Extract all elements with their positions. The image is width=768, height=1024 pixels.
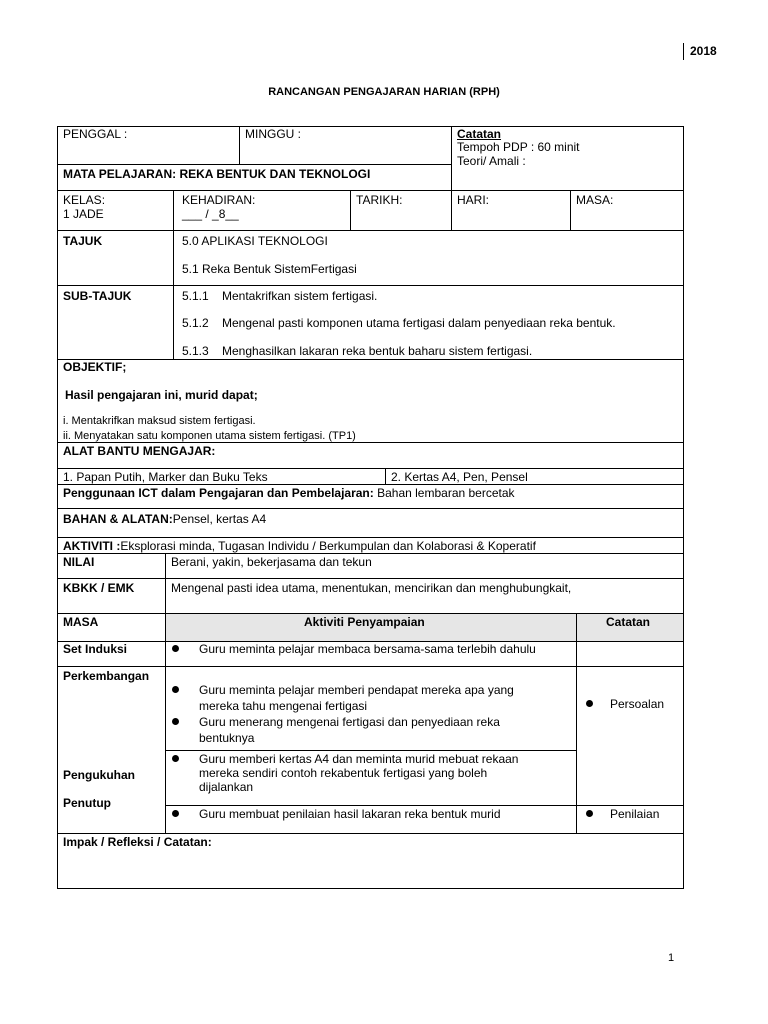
activity-item-cont: mereka sendiri contoh rekabentuk fertigasi yang boleh <box>199 766 488 780</box>
activity-item: Guru meminta pelajar memberi pendapat mereka apa yang <box>199 683 514 697</box>
rule <box>350 190 351 230</box>
objektif-item: ii. Menyatakan satu komponen utama sistem fertigasi. (TP1) <box>63 430 356 442</box>
rule <box>57 359 684 360</box>
year-label: 2018 <box>690 44 717 58</box>
impak-label: Impak / Refleksi / Catatan: <box>63 835 212 849</box>
ict-label: Penggunaan ICT dalam Pengajaran dan Pembelajaran: <box>63 486 374 500</box>
rule <box>576 613 577 833</box>
objektif-intro: Hasil pengajaran ini, murid dapat; <box>65 388 258 402</box>
bullet-icon <box>586 810 593 817</box>
rule <box>451 190 452 230</box>
tempoh-pdp: Tempoh PDP : 60 minit <box>457 140 580 154</box>
rule <box>57 484 684 485</box>
subtajuk-num: 5.1.3 <box>182 344 209 358</box>
abm-label: ALAT BANTU MENGAJAR: <box>63 444 216 458</box>
activity-item-cont: dijalankan <box>199 780 254 794</box>
nilai-label: NILAI <box>63 555 95 569</box>
rule <box>451 126 452 190</box>
bullet-icon <box>172 645 179 652</box>
masa-label: MASA: <box>576 193 614 207</box>
subtajuk-text: Menghasilkan lakaran reka bentuk baharu sistem fertigasi. <box>222 344 533 358</box>
kelas-value: 1 JADE <box>63 207 104 221</box>
activity-item: Guru memberi kertas A4 dan meminta murid mebuat rekaan <box>199 752 519 766</box>
bullet-icon <box>172 810 179 817</box>
rule <box>57 666 684 667</box>
rule <box>165 553 166 833</box>
kelas-label: KELAS: <box>63 193 106 207</box>
bahan-value: Pensel, kertas A4 <box>172 512 267 526</box>
rule <box>57 164 451 165</box>
activity-item-cont: mereka tahu mengenai fertigasi <box>199 699 368 713</box>
kbkk-label: KBKK / EMK <box>63 581 135 595</box>
subtajuk-label: SUB-TAJUK <box>63 289 132 303</box>
hari-label: HARI: <box>457 193 490 207</box>
abm-item-1: 1. Papan Putih, Marker dan Buku Teks <box>63 470 268 484</box>
phase-set-induksi: Set Induksi <box>63 642 128 656</box>
document-title: RANCANGAN PENGAJARAN HARIAN (RPH) <box>268 86 500 98</box>
tajuk-label: TAJUK <box>63 234 103 248</box>
bullet-icon <box>586 700 593 707</box>
rule <box>239 126 240 164</box>
ict-row <box>63 486 515 500</box>
rule <box>570 190 571 230</box>
tajuk-line2: 5.1 Reka Bentuk SistemFertigasi <box>182 262 357 276</box>
rule <box>57 578 684 579</box>
activity-item-cont: bentuknya <box>199 731 255 745</box>
rule <box>165 750 576 751</box>
rule <box>57 230 684 231</box>
rule <box>57 537 684 538</box>
rule <box>385 468 386 484</box>
bullet-icon <box>172 718 179 725</box>
objektif-label: OBJEKTIF; <box>63 360 127 374</box>
bahan-row <box>63 512 266 526</box>
phase-perkembangan: Perkembangan <box>63 669 150 683</box>
tarikh-label: TARIKH: <box>356 193 403 207</box>
rule <box>57 553 684 554</box>
subtajuk-text: Mengenal pasti komponen utama fertigasi dalam penyediaan reka bentuk. <box>222 316 616 330</box>
rule <box>57 833 684 834</box>
nilai-value: Berani, yakin, bekerjasama dan tekun <box>171 555 372 569</box>
subtajuk-num: 5.1.1 <box>182 289 209 303</box>
th-aktiviti: Aktiviti Penyampaian <box>304 615 425 629</box>
kbkk-value: Mengenal pasti idea utama, menentukan, mencirikan dan menghubungkait, <box>171 581 572 595</box>
teori-amali: Teori/ Amali : <box>457 154 526 168</box>
phase-penutup: Penutup <box>63 796 111 810</box>
kehadiran-label: KEHADIRAN: <box>182 193 256 207</box>
kehadiran-value: ___ / _8__ <box>182 207 239 221</box>
rule <box>57 468 684 469</box>
page-number: 1 <box>668 952 675 964</box>
subtajuk-num: 5.1.2 <box>182 316 209 330</box>
ict-value: Bahan lembaran bercetak <box>373 486 515 500</box>
rule <box>57 285 684 286</box>
mata-pelajaran: MATA PELAJARAN: REKA BENTUK DAN TEKNOLOGI <box>63 167 371 181</box>
catatan-item: Penilaian <box>610 807 660 821</box>
penggal-label: PENGGAL : <box>63 127 128 141</box>
catatan-item: Persoalan <box>610 697 665 711</box>
activity-item: Guru membuat penilaian hasil lakaran reka bentuk murid <box>199 807 501 821</box>
objektif-item: i. Mentakrifkan maksud sistem fertigasi. <box>63 415 256 427</box>
subtajuk-text: Mentakrifkan sistem fertigasi. <box>222 289 378 303</box>
bahan-label: BAHAN & ALATAN: <box>63 512 173 526</box>
abm-item-2: 2. Kertas A4, Pen, Pensel <box>391 470 528 484</box>
rule <box>57 190 684 191</box>
rule <box>165 805 684 806</box>
th-catatan: Catatan <box>606 615 651 629</box>
header-divider <box>683 43 684 60</box>
aktiviti-row <box>63 539 536 553</box>
bullet-icon <box>172 686 179 693</box>
phase-pengukuhan: Pengukuhan <box>63 768 136 782</box>
activity-item: Guru menerang mengenai fertigasi dan penyediaan reka <box>199 715 500 729</box>
aktiviti-value: Eksplorasi minda, Tugasan Individu / Berkumpulan dan Kolaborasi & Koperatif <box>120 539 536 553</box>
rule <box>57 508 684 509</box>
catatan-title: Catatan <box>457 127 502 141</box>
rule <box>173 190 174 359</box>
tajuk-line1: 5.0 APLIKASI TEKNOLOGI <box>182 234 328 248</box>
minggu-label: MINGGU : <box>245 127 301 141</box>
aktiviti-label: AKTIVITI : <box>63 539 121 553</box>
activity-item: Guru meminta pelajar membaca bersama-sama terlebih dahulu <box>199 642 536 656</box>
th-masa: MASA <box>63 615 99 629</box>
bullet-icon <box>172 755 179 762</box>
